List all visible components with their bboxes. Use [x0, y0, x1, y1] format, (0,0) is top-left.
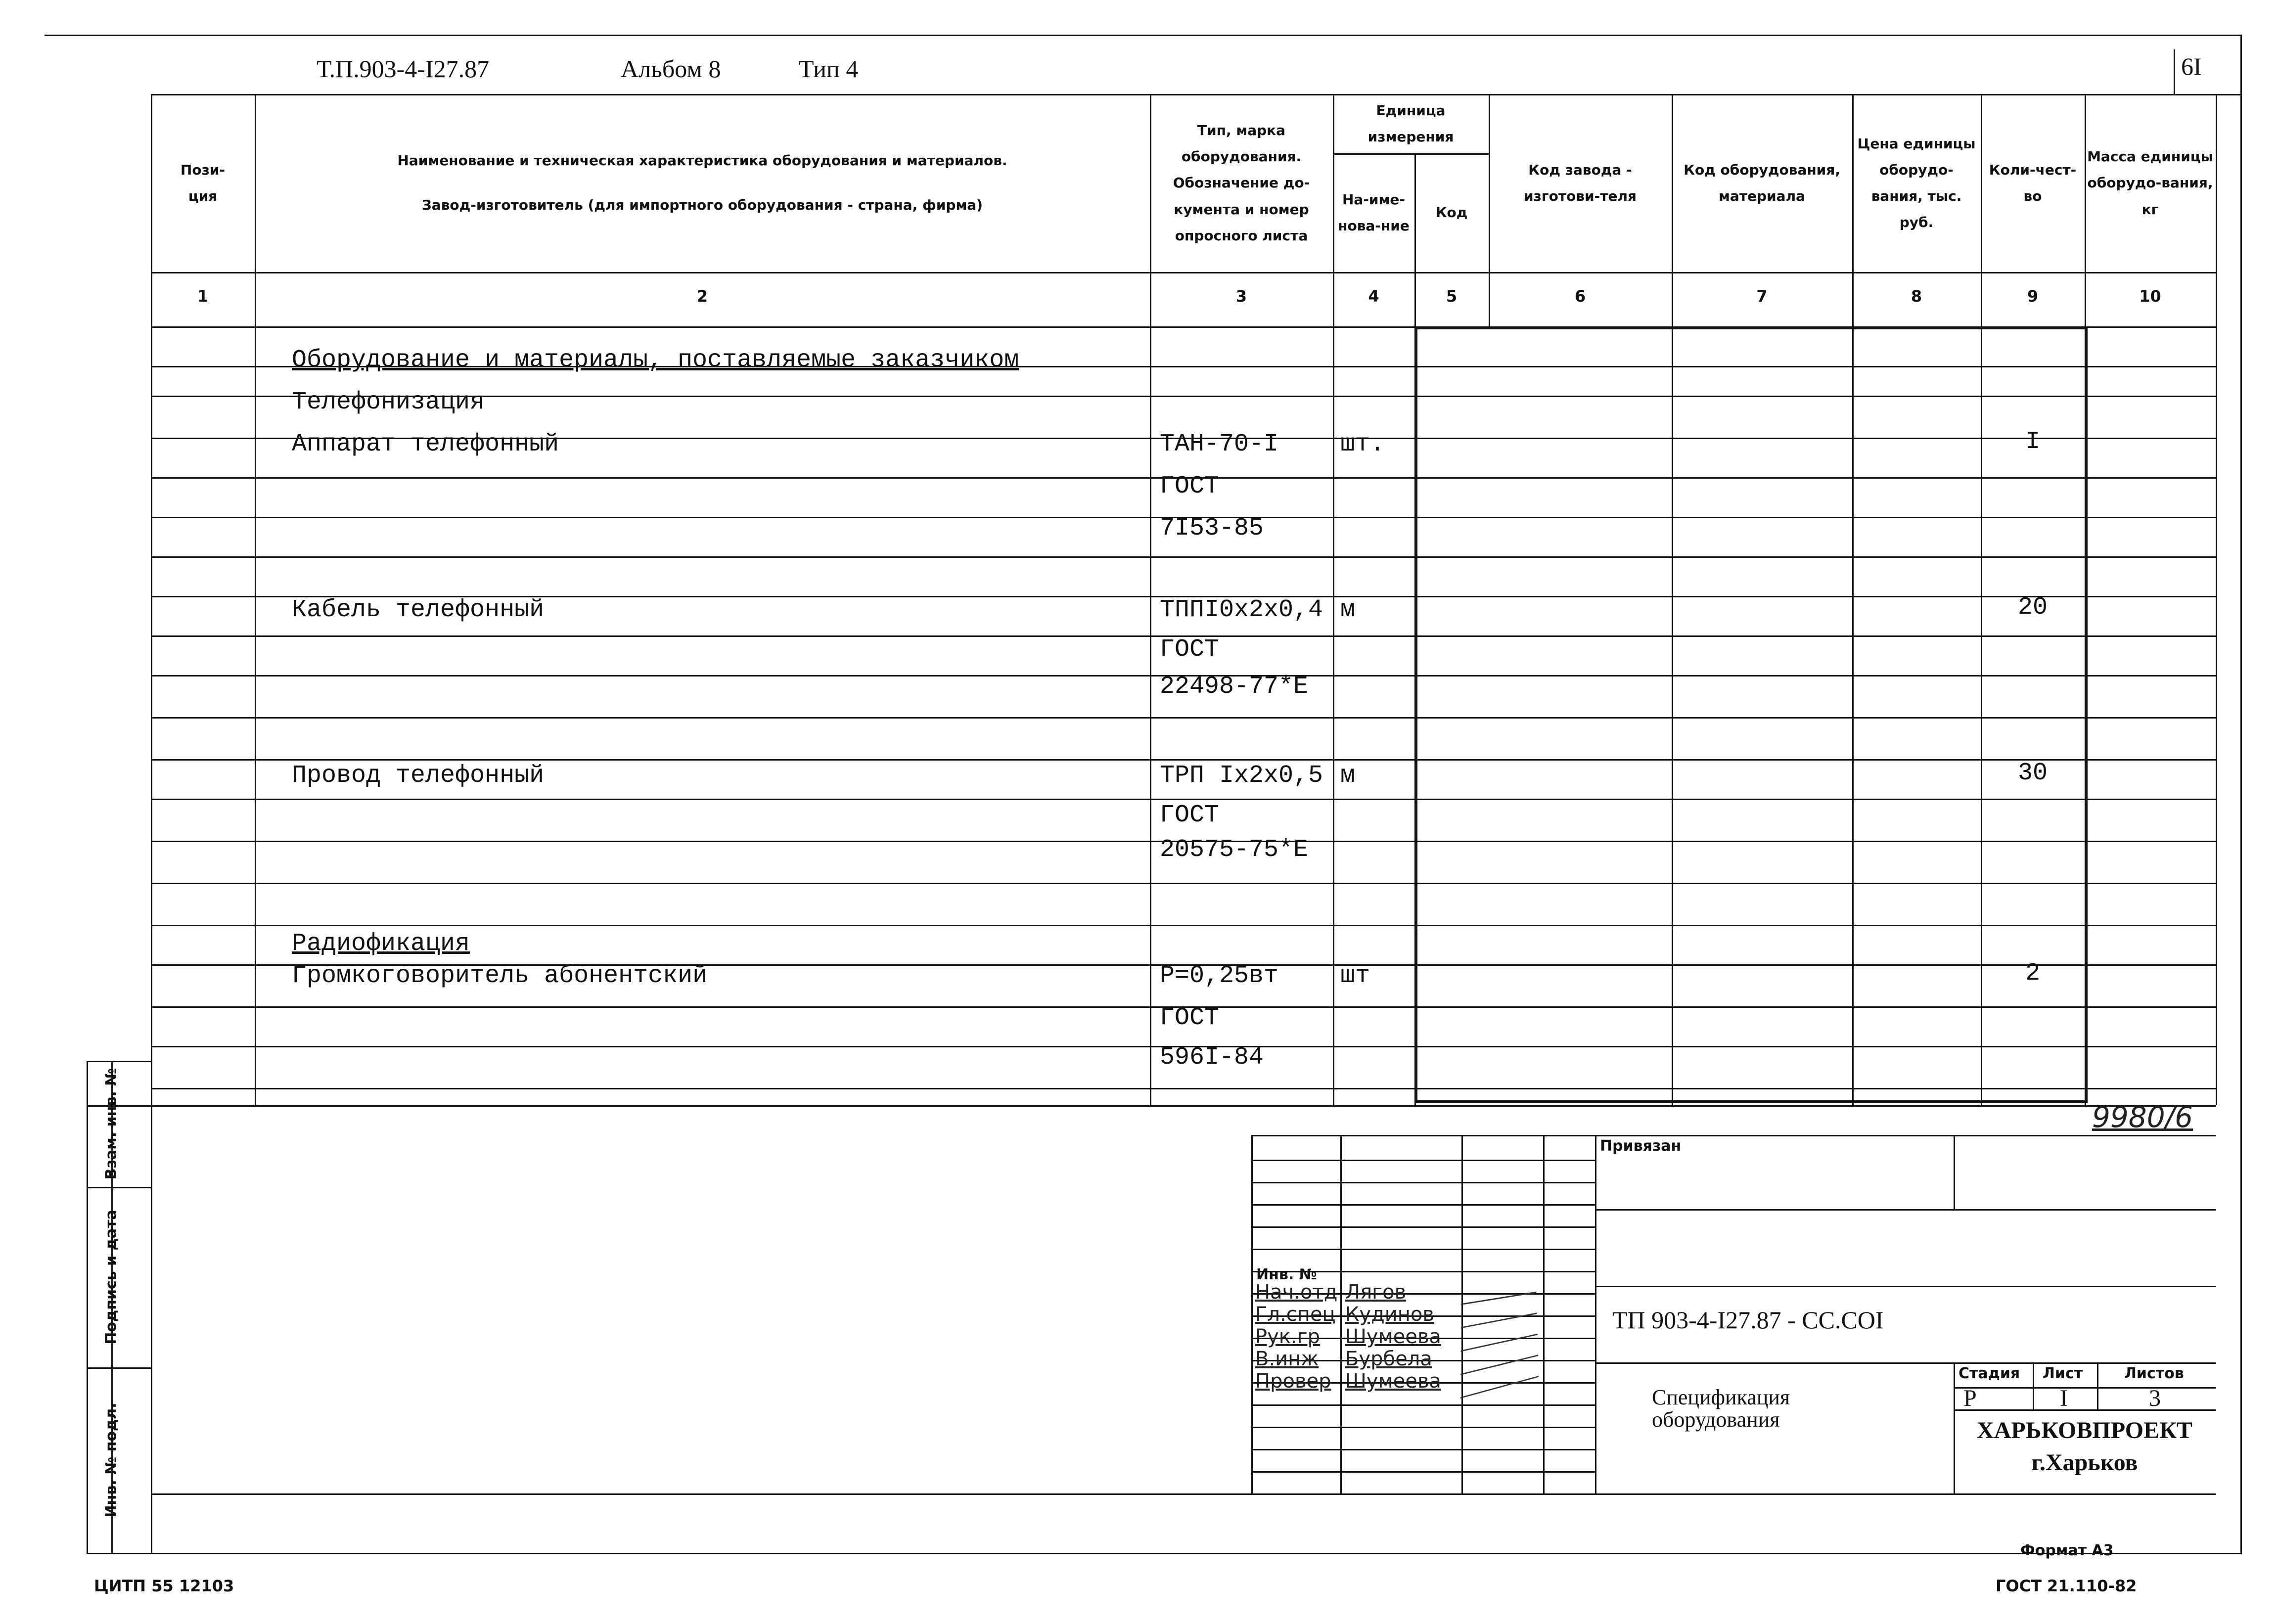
unit-group-header: Единица измерения [1367, 102, 1454, 145]
column-number-4: 4 [1368, 287, 1379, 306]
column-header-1: Пози- ция [180, 161, 226, 204]
thick-box-top [1414, 326, 2088, 329]
stamp-stage-v1 [2033, 1362, 2034, 1409]
frame-bottom [87, 1553, 2242, 1554]
type-label: Тип 4 [799, 55, 859, 83]
table-row-line [151, 925, 2216, 926]
side-strip-left [87, 1061, 88, 1553]
signer-role: Рук.гр [1255, 1325, 1321, 1348]
row-name: Кабель телефонный [292, 596, 545, 624]
row-type: 22498-77*Е [1160, 673, 1309, 701]
left-code: ЦИТП 55 12103 [94, 1577, 234, 1595]
column-divider [151, 94, 152, 1105]
inv-label: Инв. № [1256, 1266, 1317, 1283]
stamp-h1 [1595, 1209, 2216, 1211]
stamp-h2 [1595, 1286, 2216, 1287]
doc-title-line1: Спецификация [1652, 1385, 1790, 1409]
row-name: Телефонизация [292, 388, 485, 416]
column-header-5: Код [1435, 204, 1468, 221]
stamp-row [1251, 1249, 1595, 1250]
column-number-6: 6 [1574, 287, 1586, 306]
signer-name: Кудинов [1345, 1303, 1434, 1326]
column-header-7: Код оборудования, материала [1684, 161, 1840, 204]
stage-value: Р [1963, 1385, 1977, 1411]
row-type: ТРП Ix2x0,5 [1160, 762, 1323, 790]
column-divider [2216, 94, 2217, 1105]
stamp-info-divider [1954, 1362, 1955, 1493]
page-number: 6I [2181, 52, 2202, 80]
row-type: ТАН-70-I [1160, 430, 1279, 458]
column-divider [1852, 94, 1854, 1105]
row-quantity: 2 [2025, 959, 2040, 988]
row-name: Аппарат телефонный [292, 430, 559, 458]
doc-designation: ТП 903-4-I27.87 - СС.СОI [1612, 1306, 1884, 1334]
table-row-line [151, 883, 2216, 884]
table-row-line [151, 717, 2216, 719]
column-number-8: 8 [1911, 287, 1922, 306]
column-number-2: 2 [696, 287, 708, 306]
stamp-col [1340, 1135, 1342, 1493]
column-divider [1672, 94, 1673, 1105]
table-row-line [151, 1088, 2216, 1089]
frame-right [2240, 35, 2242, 1553]
thick-box-right [2085, 326, 2088, 1100]
side-label-inv-podl: Инв. № подл. [102, 1402, 120, 1518]
stamp-stage-h1 [1954, 1387, 2216, 1389]
stamp-row [1251, 1427, 1595, 1428]
row-type: ТППI0x2x0,4 [1160, 596, 1323, 624]
column-header-6: Код завода - изготови-теля [1524, 161, 1637, 204]
table-header-divider [151, 272, 2216, 273]
doc-code: Т.П.903-4-I27.87 [317, 55, 490, 83]
stamp-row [1251, 1182, 1595, 1183]
doc-title-line2: оборудования [1652, 1407, 1780, 1432]
stamp-left [1251, 1135, 1253, 1493]
city: г.Харьков [2031, 1449, 2138, 1476]
signer-name: Лягов [1345, 1281, 1407, 1304]
row-type: Р=0,25вт [1160, 962, 1279, 990]
row-unit: шт. [1340, 430, 1385, 458]
stamp-row [1251, 1404, 1595, 1406]
column-number-7: 7 [1756, 287, 1768, 306]
sheet-label: Лист [2043, 1365, 2083, 1382]
row-name: Провод телефонный [292, 762, 545, 790]
stamp-stage-v2 [2097, 1362, 2098, 1409]
stamp-row [1251, 1449, 1595, 1450]
column-header-8: Цена единицы оборудо-вания, тыс. руб. [1857, 135, 1976, 231]
stamp-row [1251, 1471, 1595, 1473]
thick-box-left [1414, 326, 1417, 1100]
row-type: ГОСТ [1160, 472, 1220, 500]
stamp-top [1251, 1135, 2216, 1136]
signer-name: Бурбела [1345, 1348, 1432, 1370]
row-name: Громкоговоритель абонентский [292, 962, 708, 990]
column-header-3: Тип, марка оборудования. Обозначение до-кумента и номер опросного листа [1173, 122, 1310, 244]
organization: ХАРЬКОВПРОЕКТ [1977, 1417, 2192, 1444]
row-type: ГОСТ [1160, 635, 1220, 664]
column-divider [255, 94, 256, 1105]
stamp-col [1543, 1135, 1545, 1493]
row-type: ГОСТ [1160, 801, 1220, 829]
page-number-divider [2174, 49, 2175, 94]
gost-code: ГОСТ 21.110-82 [1996, 1577, 2137, 1595]
album-label: Альбом 8 [621, 55, 721, 83]
sheets-label: Листов [2124, 1365, 2184, 1382]
table-row-line [151, 556, 2216, 558]
stamp-row [1251, 1204, 1595, 1206]
stamp-row [1251, 1226, 1595, 1228]
column-header-4: На-име-нова-ние [1338, 191, 1410, 234]
row-unit: м [1340, 596, 1356, 624]
format-label: Формат А3 [2020, 1542, 2114, 1559]
column-header-9: Коли-чест-во [1989, 161, 2077, 204]
side-strip-sep2 [87, 1367, 151, 1369]
row-quantity: I [2025, 428, 2040, 456]
column-divider [1333, 94, 1334, 1105]
archive-number: 9980/6 [2092, 1100, 2193, 1134]
column-number-10: 10 [2139, 287, 2161, 306]
row-quantity: 20 [2017, 593, 2048, 622]
side-strip-right [151, 1061, 152, 1553]
side-label-signature: Подпись и дата [102, 1210, 120, 1345]
signer-name: Шумеева [1345, 1325, 1441, 1348]
stamp-row [1251, 1160, 1595, 1161]
stamp-bound-divider [1954, 1135, 1955, 1209]
signer-role: В.инж [1255, 1348, 1319, 1370]
row-quantity: 30 [2017, 759, 2048, 787]
row-type: ГОСТ [1160, 1004, 1220, 1032]
signer-role: Гл.спец [1255, 1303, 1336, 1326]
stamp-h3 [1595, 1362, 2216, 1364]
table-row-line [151, 799, 2216, 800]
table-row-line [151, 759, 2216, 761]
column-number-1: 1 [197, 287, 209, 306]
row-name: Оборудование и материалы, поставляемые заказчиком [292, 346, 1019, 374]
column-number-5: 5 [1446, 287, 1458, 306]
sheets-value: 3 [2149, 1385, 2161, 1411]
stamp-bottom [151, 1493, 2216, 1495]
side-strip-sep1 [87, 1187, 151, 1188]
column-header-2: Наименование и техническая характеристика оборудования и материалов. Завод-изготовитель (для импортного оборудования - страна, фирма) [397, 152, 1007, 213]
bound-label: Привязан [1600, 1137, 1682, 1155]
row-unit: м [1340, 762, 1356, 790]
row-name: Радиофикация [292, 930, 470, 958]
row-type: 596I-84 [1160, 1043, 1264, 1072]
stamp-col [1595, 1135, 1596, 1493]
stage-label: Стадия [1959, 1365, 2020, 1382]
signer-role: Провер [1255, 1370, 1331, 1393]
column-header-10: Масса единицы оборудо-вания, кг [2087, 148, 2213, 218]
stamp-stage-h2 [1954, 1409, 2216, 1411]
signer-name: Шумеева [1345, 1370, 1441, 1393]
row-type: 20575-75*Е [1160, 836, 1309, 864]
row-unit: шт [1340, 962, 1370, 990]
column-number-9: 9 [2027, 287, 2039, 306]
side-label-vzam: Взам. инв. № [102, 1068, 120, 1180]
table-bottom-border [87, 1105, 2216, 1107]
row-type: 7I53-85 [1160, 514, 1264, 542]
sheet-value: I [2060, 1385, 2068, 1411]
column-divider [1150, 94, 1151, 1105]
stamp-col [1461, 1135, 1463, 1493]
thick-box-bottom [1414, 1100, 2088, 1103]
signer-role: Нач.отд [1255, 1281, 1338, 1304]
column-number-3: 3 [1235, 287, 1247, 306]
